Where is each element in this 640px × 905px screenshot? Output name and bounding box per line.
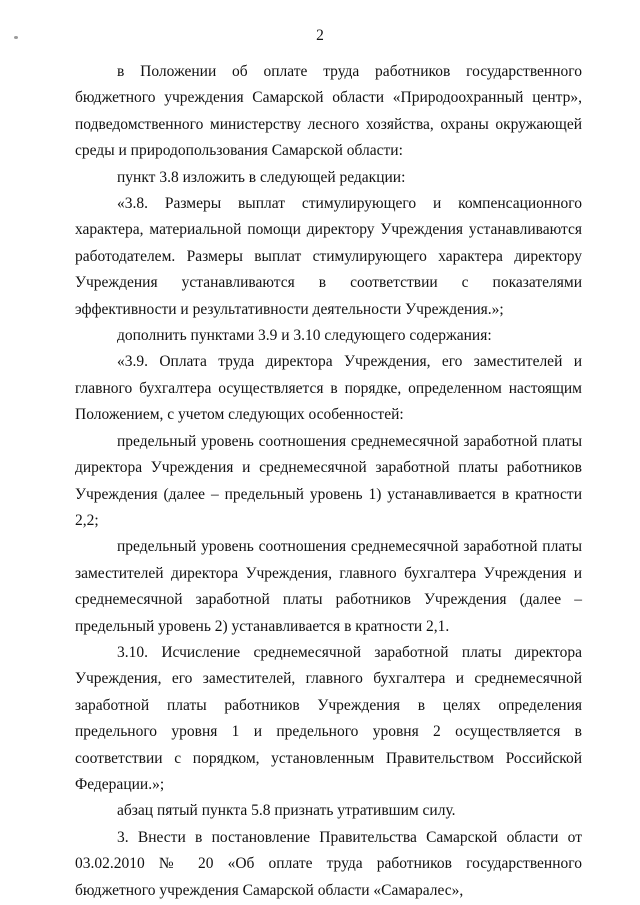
paragraph-clause-3-8: «3.8. Размеры выплат стимулирующего и компенсационного характера, материальной помощи директору Учреждения устанавливаются работодателем. Размеры выплат стимулирующего характера директору Учреждения устанавливаются в соответствии с показателями эффективности и результативности деятельности Учреждения.»; — [75, 195, 582, 318]
paragraph-clause-3-10: 3.10. Исчисление среднемесячной заработной платы директора Учреждения, его заместителей, главного бухгалтера и среднемесячной заработной платы работников Учреждения в целях определения предельного уровня 1 и предельного уровня 2 осуществляется в соответствии с порядком, установленным Правительством Российской Федерации.»; — [75, 643, 582, 793]
paragraph-regulation-intro: в Положении об оплате труда работников государственного бюджетного учреждения Самарской области «Природоохранный центр», подведомственного министерству лесного хозяйства, охраны окружающей среды и природопользования Самарской области: — [75, 63, 582, 160]
paragraph-clause-3-8-instruction: пункт 3.8 изложить в следующей редакции: — [117, 168, 406, 186]
page-number: 2 — [316, 27, 324, 44]
paragraph-add-clauses-instruction: дополнить пунктами 3.9 и 3.10 следующего содержания: — [117, 327, 492, 345]
paragraph-limit-level-2: предельный уровень соотношения среднемесячной заработной платы заместителей директора Учреждения, главного бухгалтера Учреждения и среднемесячной заработной платы работников Учреждения (далее – предельный уровень 2) устанавливается в кратности 2,1. — [75, 538, 582, 635]
document-body — [75, 59, 582, 904]
paragraph-clause-5-8-repeal: абзац пятый пункта 5.8 признать утратившим силу. — [117, 802, 456, 820]
paragraph-clause-3-9: «3.9. Оплата труда директора Учреждения, его заместителей и главного бухгалтера осуществляется в порядке, определенном настоящим Положением, с учетом следующих особенностей: — [75, 353, 582, 424]
paragraph-item-3: 3. Внести в постановление Правительства Самарской области от 03.02.2010 № 20 «Об оплате труда работников государственного бюджетного учреждения Самарской области «Самаралес», — [75, 828, 582, 899]
paragraph-limit-level-1: предельный уровень соотношения среднемесячной заработной платы директора Учреждения и среднемесячной заработной платы работников Учреждения (далее – предельный уровень 1) устанавливается в кратности 2,2; — [75, 432, 582, 529]
